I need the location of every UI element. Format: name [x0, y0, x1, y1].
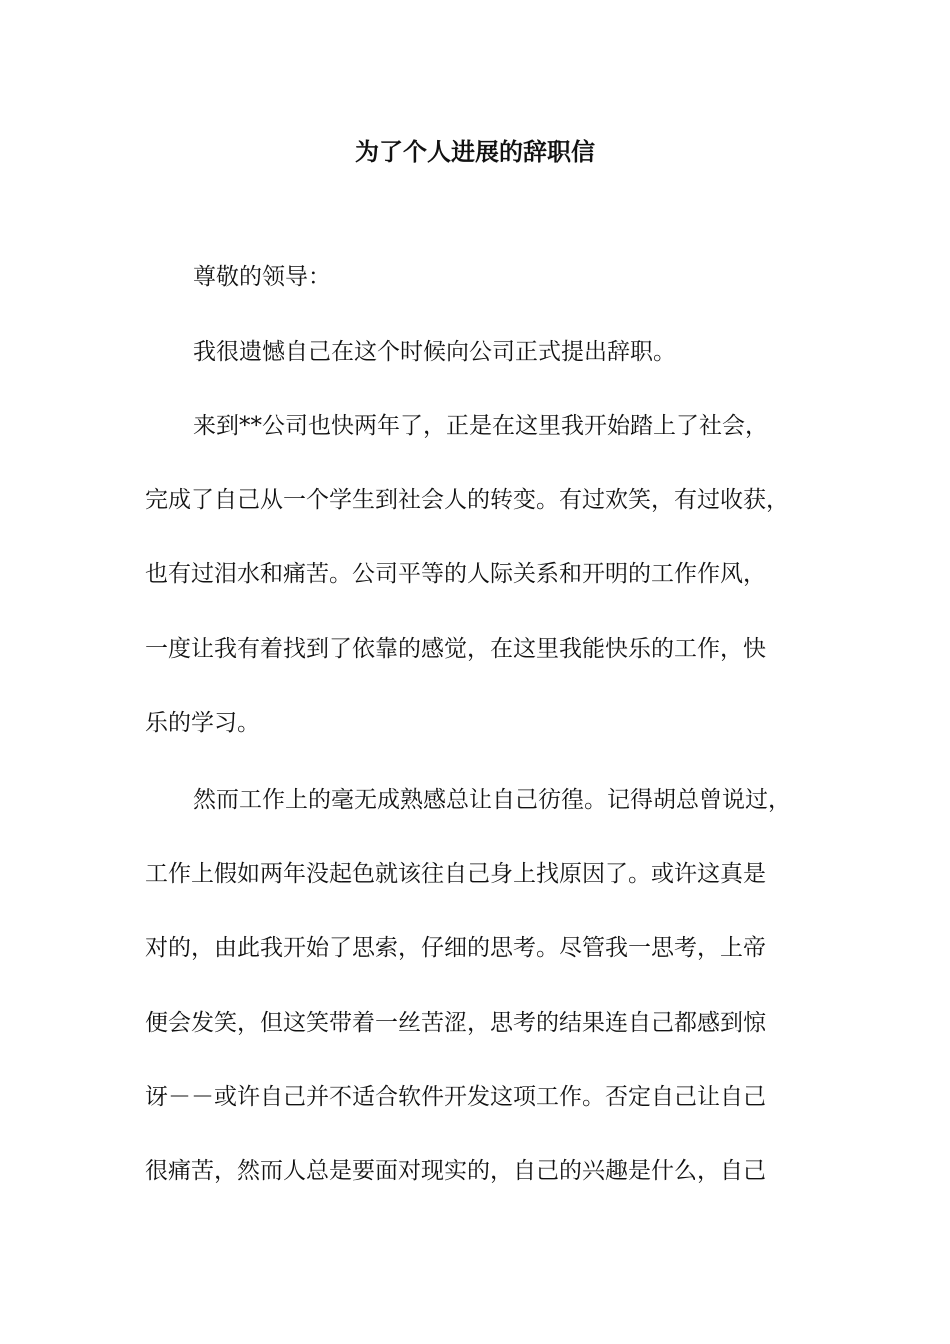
body-line-1: 我很遗憾自己在这个时候向公司正式提出辞职。: [193, 339, 676, 365]
body-line-11: 讶－－或许自己并不适合软件开发这项工作。否定自己让自己: [145, 1084, 766, 1110]
salutation: 尊敬的领导：: [193, 264, 331, 290]
body-line-12: 很痛苦，然而人总是要面对现实的，自己的兴趣是什么，自己: [145, 1158, 766, 1184]
body-line-10: 便会发笑，但这笑带着一丝苦涩，思考的结果连自己都感到惊: [145, 1010, 766, 1036]
body-line-8: 工作上假如两年没起色就该往自己身上找原因了。或许这真是: [145, 861, 766, 887]
body-line-5: 一度让我有着找到了依靠的感觉，在这里我能快乐的工作，快: [145, 636, 766, 662]
body-line-3: 完成了自己从一个学生到社会人的转变。有过欢笑，有过收获，: [145, 487, 789, 513]
body-line-2: 来到**公司也快两年了，正是在这里我开始踏上了社会，: [193, 413, 768, 439]
body-line-9: 对的，由此我开始了思索，仔细的思考。尽管我一思考，上帝: [145, 935, 766, 961]
body-line-7: 然而工作上的毫无成熟感总让自己彷徨。记得胡总曾说过，: [193, 787, 791, 813]
body-line-6: 乐的学习。: [145, 710, 260, 736]
document-title: 为了个人进展的辞职信: [355, 137, 595, 166]
body-line-4: 也有过泪水和痛苦。公司平等的人际关系和开明的工作作风，: [145, 561, 766, 587]
